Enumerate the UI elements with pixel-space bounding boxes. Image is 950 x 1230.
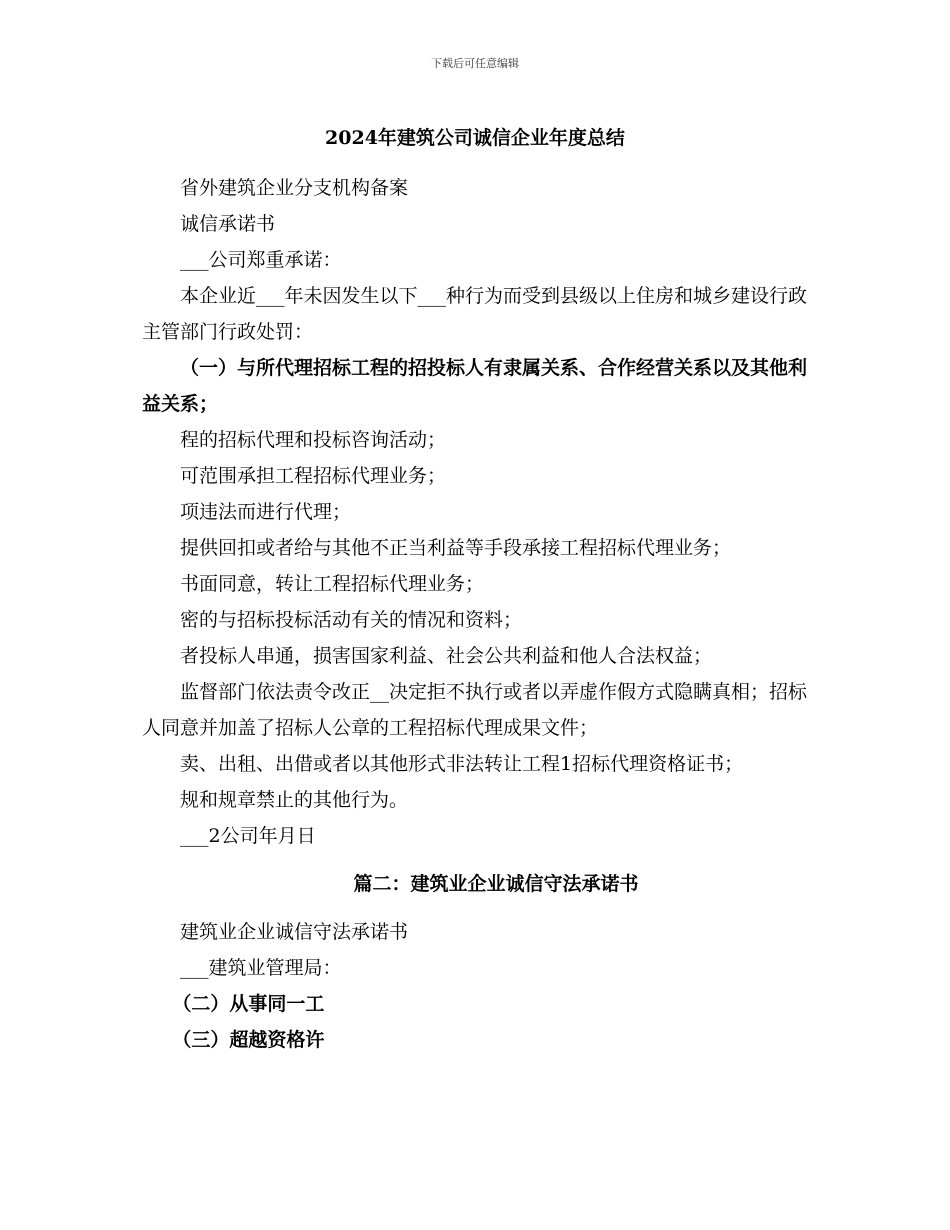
paragraph: 建筑业企业诚信守法承诺书: [180, 921, 409, 943]
paragraph-bold: （二）从事同一工: [172, 993, 325, 1015]
header-note: 下载后可任意编辑: [431, 57, 519, 70]
paragraph: 监督部门依法责令改正__决定拒不执行或者以弄虚作假方式隐瞒真相；招标人同意并加盖了招标人公章的工程招标代理成果文件；: [142, 681, 808, 739]
paragraph: 程的招标代理和投标咨询活动；: [180, 429, 447, 451]
paragraph: 者投标人串通，损害国家利益、社会公共利益和他人合法权益；: [180, 645, 713, 667]
section-two-title: 篇二：建筑业企业诚信守法承诺书: [353, 873, 639, 895]
document-body: [142, 170, 810, 1058]
paragraph: 卖、出租、出借或者以其他形式非法转让工程1招标代理资格证书；: [180, 753, 744, 775]
paragraph: 本企业近___年未因发生以下___种行为而受到县级以上住房和城乡建设行政主管部门行政处罚：: [142, 285, 808, 343]
section-two: [142, 914, 810, 1058]
paragraph: ___建筑业管理局：: [180, 957, 342, 979]
section-one: [142, 170, 810, 854]
paragraph-bold: （一）与所代理招标工程的招投标人有隶属关系、合作经营关系以及其他利益关系；: [142, 357, 808, 415]
paragraph: 书面同意，转让工程招标代理业务；: [180, 573, 485, 595]
document-title: 2024年建筑公司诚信企业年度总结: [325, 127, 625, 149]
paragraph: 密的与招标投标活动有关的情况和资料；: [180, 609, 523, 631]
paragraph: 可范围承担工程招标代理业务；: [180, 465, 447, 487]
paragraph: 提供回扣或者给与其他不正当利益等手段承接工程招标代理业务；: [180, 537, 732, 559]
paragraph: 省外建筑企业分支机构备案: [180, 177, 409, 199]
paragraph: 项违法而进行代理；: [180, 501, 352, 523]
paragraph: ___公司郑重承诺：: [180, 249, 342, 271]
paragraph-bold: （三）超越资格许: [172, 1029, 325, 1051]
paragraph: 诚信承诺书: [180, 213, 276, 235]
paragraph: ___2公司年月日: [180, 825, 316, 847]
paragraph: 规和规章禁止的其他行为。: [180, 789, 409, 811]
